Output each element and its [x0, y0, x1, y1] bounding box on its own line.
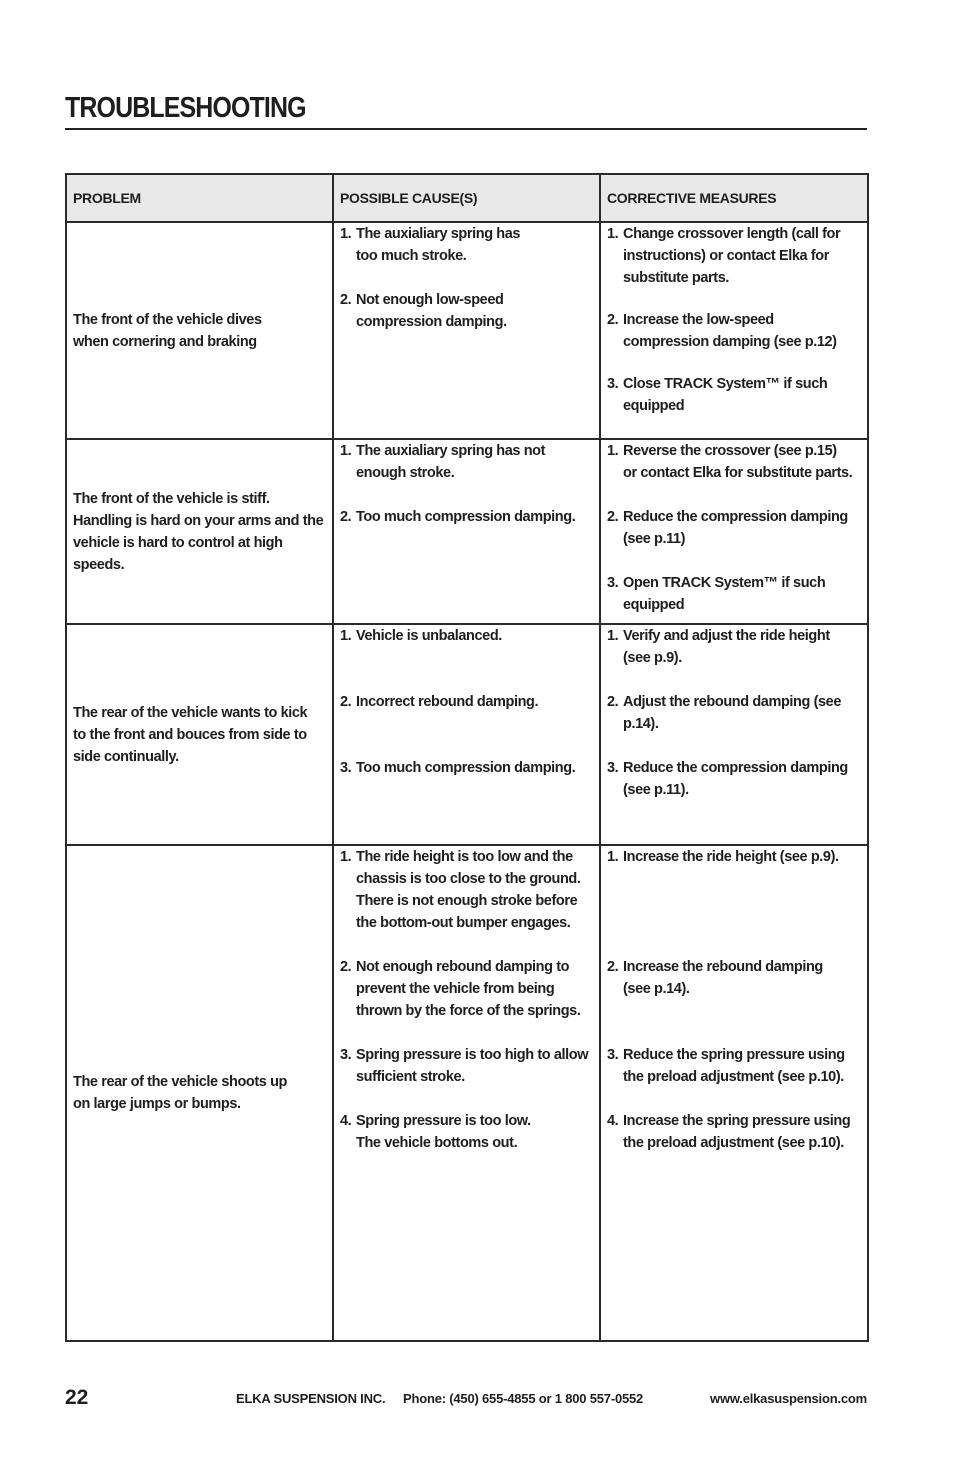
problem-line: The front of the vehicle dives — [73, 311, 262, 328]
item-text — [623, 846, 861, 868]
item-text — [623, 625, 861, 669]
measure-item — [607, 956, 861, 1000]
item-text — [356, 223, 593, 267]
measure-item — [607, 757, 861, 801]
item-line: or contact Elka for substitute parts. — [623, 465, 853, 481]
item-number: 2. — [607, 959, 619, 975]
measure-item — [607, 506, 861, 550]
item-number: 2. — [340, 509, 352, 525]
problem-line: speeds. — [73, 556, 125, 573]
problem-cell — [66, 624, 333, 845]
item-line: (see p.14). — [623, 981, 690, 997]
item-line: sufficient stroke. — [356, 1069, 465, 1085]
problem-line: Handling is hard on your arms and the — [73, 512, 324, 529]
item-number: 3. — [607, 760, 619, 776]
cause-item — [340, 506, 593, 528]
item-text — [356, 506, 593, 528]
item-line: Increase the spring pressure using — [623, 1113, 851, 1129]
problem-line: side continually. — [73, 748, 179, 765]
cause-item — [340, 1110, 593, 1154]
item-line: substitute parts. — [623, 270, 729, 286]
problem-line: when cornering and braking — [73, 333, 257, 350]
cause-cell — [333, 624, 600, 845]
item-number: 3. — [340, 760, 352, 776]
problem-line: to the front and bouces from side to — [73, 726, 307, 743]
measure-item — [607, 223, 861, 289]
item-line: thrown by the force of the springs. — [356, 1003, 581, 1019]
item-text — [623, 757, 861, 801]
item-text — [623, 223, 861, 289]
item-number: 3. — [607, 376, 619, 392]
title-divider — [65, 128, 867, 130]
cause-item — [340, 223, 593, 267]
item-text — [356, 1110, 593, 1154]
measure-cell — [600, 222, 868, 439]
page-footer — [0, 1385, 954, 1411]
item-number: 1. — [340, 628, 352, 644]
cause-item — [340, 757, 593, 779]
measure-cell — [600, 845, 868, 1341]
problem-cell — [66, 439, 333, 624]
item-text — [356, 846, 593, 934]
item-line: Close TRACK System™ if such — [623, 376, 828, 392]
item-line: compression damping. — [356, 314, 507, 330]
item-line: The auxialiary spring has not — [356, 443, 546, 459]
cause-cell — [333, 439, 600, 624]
item-line: Adjust the rebound damping (see — [623, 694, 842, 710]
item-line: (see p.11). — [623, 782, 689, 798]
measure-item — [607, 373, 861, 417]
item-text — [356, 956, 593, 1022]
table-header-row — [66, 174, 868, 222]
cause-item — [340, 1044, 593, 1088]
footer-company: ELKA SUSPENSION INC. — [236, 1391, 386, 1406]
item-line: prevent the vehicle from being — [356, 981, 555, 997]
item-line: Verify and adjust the ride height — [623, 628, 830, 644]
item-text — [623, 572, 861, 616]
item-line: There is not enough stroke before — [356, 893, 578, 909]
item-line: The ride height is too low and the — [356, 849, 573, 865]
item-text — [356, 1044, 593, 1088]
page-title: TROUBLESHOOTING — [65, 92, 306, 124]
measure-cell — [600, 624, 868, 845]
item-line: Too much compression damping. — [356, 760, 576, 776]
item-line: Reduce the compression damping — [623, 760, 848, 776]
item-line: equipped — [623, 398, 685, 414]
item-number: 2. — [340, 959, 352, 975]
item-line: Too much compression damping. — [356, 509, 576, 525]
item-line: Not enough low-speed — [356, 292, 504, 308]
header-problem: PROBLEM — [66, 174, 333, 222]
item-line: Increase the ride height (see p.9). — [623, 849, 839, 865]
measure-item — [607, 440, 861, 484]
measure-item — [607, 572, 861, 616]
item-text — [623, 691, 861, 735]
item-number: 2. — [607, 694, 619, 710]
item-line: too much stroke. — [356, 248, 467, 264]
header-possible-causes: POSSIBLE CAUSE(S) — [333, 174, 600, 222]
table-row — [66, 222, 868, 439]
problem-line: vehicle is hard to control at high — [73, 534, 283, 551]
item-text — [623, 309, 861, 353]
item-line: instructions) or contact Elka for — [623, 248, 829, 264]
item-line: the preload adjustment (see p.10). — [623, 1069, 844, 1085]
item-line: Increase the rebound damping — [623, 959, 823, 975]
item-line: Reduce the spring pressure using — [623, 1047, 845, 1063]
cause-item — [340, 289, 593, 333]
item-line: chassis is too close to the ground. — [356, 871, 581, 887]
item-number: 1. — [340, 849, 352, 865]
item-number: 1. — [607, 226, 619, 242]
item-line: Not enough rebound damping to — [356, 959, 570, 975]
item-line: the preload adjustment (see p.10). — [623, 1135, 844, 1151]
measure-item — [607, 625, 861, 669]
item-line: Reduce the compression damping — [623, 509, 848, 525]
cause-item — [340, 846, 593, 934]
item-number: 1. — [340, 443, 352, 459]
measure-item — [607, 309, 861, 353]
item-text — [623, 506, 861, 550]
cause-item — [340, 691, 593, 713]
troubleshooting-table — [65, 173, 869, 1342]
item-text — [623, 1044, 861, 1088]
item-line: enough stroke. — [356, 465, 455, 481]
footer-website: www.elkasuspension.com — [710, 1391, 867, 1406]
item-text — [356, 440, 593, 484]
item-number: 1. — [340, 226, 352, 242]
measure-item — [607, 691, 861, 735]
item-number: 2. — [607, 312, 619, 328]
cause-cell — [333, 222, 600, 439]
item-line: Increase the low-speed — [623, 312, 774, 328]
item-line: Reverse the crossover (see p.15) — [623, 443, 837, 459]
item-line: Incorrect rebound damping. — [356, 694, 539, 710]
item-line: the bottom-out bumper engages. — [356, 915, 571, 931]
item-text — [623, 373, 861, 417]
item-line: The auxialiary spring has — [356, 226, 521, 242]
measure-cell — [600, 439, 868, 624]
item-number: 4. — [607, 1113, 619, 1129]
item-number: 1. — [607, 849, 619, 865]
page-number: 22 — [65, 1386, 89, 1409]
measure-item — [607, 1044, 861, 1088]
item-line: (see p.9). — [623, 650, 682, 666]
item-number: 2. — [340, 694, 352, 710]
item-number: 3. — [607, 1047, 619, 1063]
table-row — [66, 439, 868, 624]
item-number: 3. — [340, 1047, 352, 1063]
item-text — [623, 1110, 861, 1154]
item-line: compression damping (see p.12) — [623, 334, 837, 350]
item-line: Vehicle is unbalanced. — [356, 628, 502, 644]
item-number: 2. — [340, 292, 352, 308]
cause-item — [340, 440, 593, 484]
item-number: 2. — [607, 509, 619, 525]
table-row — [66, 845, 868, 1341]
cause-item — [340, 956, 593, 1022]
item-line: equipped — [623, 597, 685, 613]
item-number: 3. — [607, 575, 619, 591]
measure-item — [607, 846, 861, 868]
item-line: Open TRACK System™ if such — [623, 575, 826, 591]
problem-line: The rear of the vehicle wants to kick — [73, 704, 308, 721]
problem-cell — [66, 222, 333, 439]
item-line: (see p.11) — [623, 531, 686, 547]
header-corrective-measures: CORRECTIVE MEASURES — [600, 174, 868, 222]
item-line: p.14). — [623, 716, 659, 732]
item-text — [356, 625, 593, 647]
cause-item — [340, 625, 593, 647]
problem-cell — [66, 845, 333, 1341]
cause-cell — [333, 845, 600, 1341]
item-text — [356, 691, 593, 713]
item-number: 1. — [607, 628, 619, 644]
item-text — [623, 440, 861, 484]
table-row — [66, 624, 868, 845]
item-line: Change crossover length (call for — [623, 226, 841, 242]
measure-item — [607, 1110, 861, 1154]
item-line: The vehicle bottoms out. — [356, 1135, 518, 1151]
problem-line: on large jumps or bumps. — [73, 1096, 241, 1112]
item-number: 4. — [340, 1113, 352, 1129]
problem-line: The rear of the vehicle shoots up — [73, 1074, 288, 1090]
item-line: Spring pressure is too low. — [356, 1113, 531, 1129]
item-text — [356, 289, 593, 333]
problem-line: The front of the vehicle is stiff. — [73, 490, 270, 507]
item-number: 1. — [607, 443, 619, 459]
item-text — [623, 956, 861, 1000]
item-text — [356, 757, 593, 779]
footer-phone: Phone: (450) 655-4855 or 1 800 557-0552 — [403, 1391, 644, 1406]
item-line: Spring pressure is too high to allow — [356, 1047, 589, 1063]
